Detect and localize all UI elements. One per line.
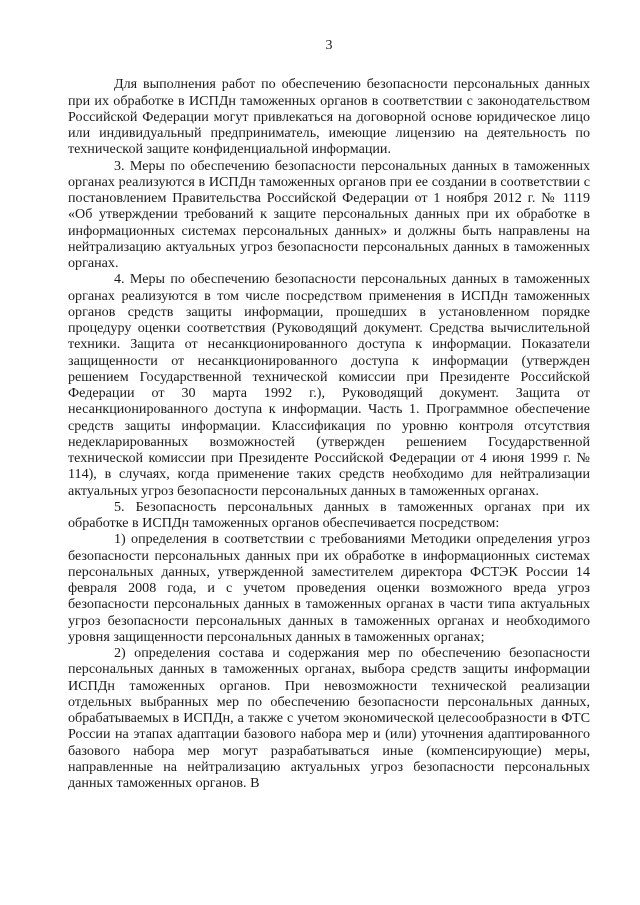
paragraph-3-measures-creation: 3. Меры по обеспечению безопасности персональных данных в таможенных органах реализуются в ИСПДн таможенных органов при ее создании в соответствии с постановлением Правительства Российской Федерации от 1 ноября 2012 г. № 1119 «Об утверждении требований к защите персональных данных при их обработке в информационных системах персональных данных» и должны быть направлены на нейтрализацию актуальных угроз безопасности персональных данных в таможенных органах. <box>68 157 590 271</box>
list-item-2-measures-selection: 2) определения состава и содержания мер по обеспечению безопасности персональных данных в таможенных органах, выбора средств защиты информации ИСПДн таможенных органов. При невозможности технической реализации отдельных выбранных мер по обеспечению безопасности персональных данных, обрабатываемых в ИСПДн, а также с учетом экономической целесообразности в ФТС России на этапах адаптации базового набора мер и (или) уточнения адаптированного базового набора мер могут разрабатываться иные (компенсирующие) меры, направленные на нейтрализацию актуальных угроз безопасности персональных данных таможенных органов. В <box>68 645 590 791</box>
paragraph-4-protection-tools: 4. Меры по обеспечению безопасности персональных данных в таможенных органах реализуются в том числе посредством применения в ИСПДн таможенных органов средств защиты информации, прошедших в установленном порядке процедуру оценки соответствия (Руководящий документ. Средства вычислительной техники. Защита от несанкционированного доступа к информации. Показатели защищенности от несанкционированного доступа к информации (утвержден решением Государственной технической комиссии при Президенте Российской Федерации от 30 марта 1992 г.), Руководящий документ. Защита от несанкционированного доступа к информации. Часть 1. Программное обеспечение средств защиты информации. Классификация по уровню контроля отсутствия недекларированных возможностей (утвержден решением Государственной технической комиссии при Президенте Российской Федерации от 4 июня 1999 г. № 114), в случаях, когда применение таких средств необходимо для нейтрализации актуальных угроз безопасности персональных данных в таможенных органах. <box>68 271 590 499</box>
list-item-1-threat-determination: 1) определения в соответствии с требованиями Методики определения угроз безопасности персональных данных при их обработке в информационных системах персональных данных, утвержденной заместителем директора ФСТЭК России 14 февраля 2008 года, и с учетом проведения оценки возможного вреда угроз безопасности персональных данных в таможенных органах в части типа актуальных угроз безопасности персональных данных в таможенных органах и необходимого уровня защищенности персональных данных в таможенных органах; <box>68 531 590 645</box>
page-number: 3 <box>325 38 333 53</box>
paragraph-contractors: Для выполнения работ по обеспечению безопасности персональных данных при их обработке в ИСПДн таможенных органов в соответствии с законодательством Российской Федерации могут привлекаться на договорной основе юридическое лицо или индивидуальный предприниматель, имеющие лицензию на деятельность по технической защите конфиденциальной информации. <box>68 76 590 158</box>
paragraph-5-security-provision: 5. Безопасность персональных данных в таможенных органах при их обработке в ИСПДн таможенных органов обеспечивается посредством: <box>68 498 590 531</box>
